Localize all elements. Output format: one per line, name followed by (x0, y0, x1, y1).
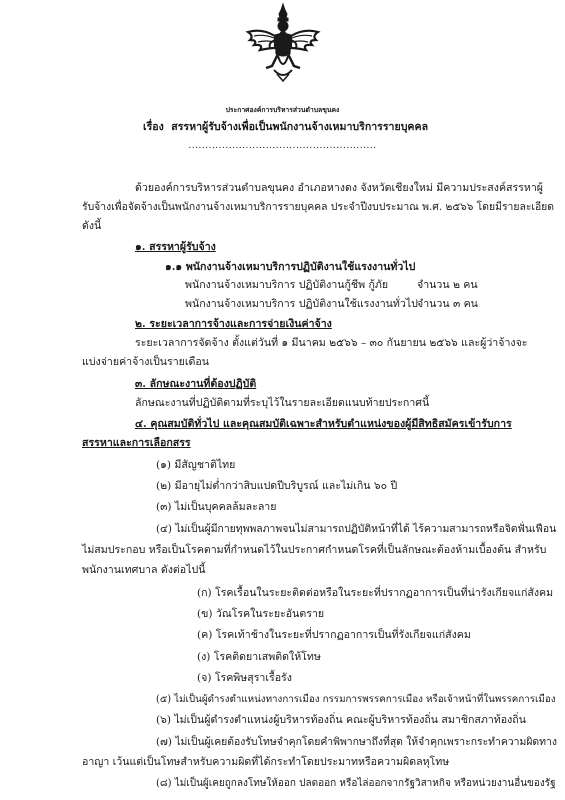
qualification-item-4-line-3: พนักงานเทศบาล ดังต่อไปนี้ (82, 564, 206, 576)
qualification-item-6: (๖) ไม่เป็นผู้ดำรงตำแหน่งผู้บริหารท้องถิ่น คณะผู้บริหารท้องถิ่น สมาชิกสภาท้องถิ่น (156, 714, 526, 726)
disease-item-e: (จ) โรคพิษสุราเรื้อรัง (197, 672, 292, 684)
section2-title: ๒. ระยะเวลาการจ้างและการจ่ายเงินค่าจ้าง (135, 318, 332, 330)
qualification-item-1: (๑) มีสัญชาติไทย (156, 459, 236, 471)
position-2-count: จำนวน ๓ คน (417, 298, 478, 310)
position-2-name: พนักงานจ้างเหมาบริการ ปฏิบัติงานใช้แรงงานทั่วไป (185, 298, 418, 310)
separator-dots: ........................................................ (188, 141, 377, 151)
section1-subtitle: ๑.๑ พนักงานจ้างเหมาบริการปฏิบัติงานใช้แรงงานทั่วไป (165, 261, 416, 273)
section2-line-1: ระยะเวลาการจัดจ้าง ตั้งแต่วันที่ ๑ มีนาคม ๒๕๖๖ – ๓๐ กันยายน ๒๕๖๖ และผู้ว่าจ้างจะ (135, 337, 528, 349)
section3-title: ๓. ลักษณะงานที่ต้องปฏิบัติ (135, 378, 257, 390)
qualification-item-3: (๓) ไม่เป็นบุคคลล้มละลาย (156, 501, 277, 513)
org-title: ประกาศองค์การบริหารส่วนตำบลขุนคง (225, 106, 340, 114)
qualification-item-4-line-1: (๔) ไม่เป็นผู้มีกายทุพพลภาพจนไม่สามารถปฏิบัติหน้าที่ได้ ไร้ความสามารถหรือจิตฟั่นเฟือน (156, 523, 557, 535)
section4-title-2: สรรหาและการเลือกสรร (82, 437, 191, 449)
intro-line-1: ด้วยองค์การบริหารส่วนตำบลขุนคง อำเภอหางดง จังหวัดเชียงใหม่ มีความประสงค์สรรหาผู้ (135, 182, 544, 194)
qualification-item-7-line-2: อาญา เว้นแต่เป็นโทษสำหรับความผิดที่ได้กระทำโดยประมาทหรือความผิดลหุโทษ (82, 756, 450, 768)
disease-item-b: (ข) วัณโรคในระยะอันตราย (197, 608, 325, 620)
subject-text: สรรหาผู้รับจ้างเพื่อเป็นพนักงานจ้างเหมาบริการรายบุคคล (171, 121, 429, 133)
intro-line-2: รับจ้างเพื่อจัดจ้างเป็นพนักงานจ้างเหมาบริการรายบุคคล ประจำปีงบประมาณ พ.ศ. ๒๕๖๖ โดยมีรายละเอียด (82, 201, 555, 213)
position-1-name: พนักงานจ้างเหมาบริการ ปฏิบัติงานกู้ชีพ กู้ภัย (185, 279, 389, 291)
qualification-item-2: (๒) มีอายุไม่ต่ำกว่าสิบแปดปีบริบูรณ์ และไม่เกิน ๖๐ ปี (156, 480, 398, 492)
disease-item-c: (ค) โรคเท้าช้างในระยะที่ปรากฏอาการเป็นที่รังเกียจแก่สังคม (197, 629, 471, 641)
disease-item-d: (ง) โรคติดยาเสพติดให้โทษ (197, 651, 321, 663)
intro-line-3: ดังนี้ (82, 220, 102, 232)
section4-title-1: ๔. คุณสมบัติทั่วไป และคุณสมบัติเฉพาะสำหรับตำแหน่งของผู้มีสิทธิสมัครเข้ารับการ (135, 418, 512, 430)
disease-item-a: (ก) โรคเรื้อนในระยะติดต่อหรือในระยะที่ปรากฏอาการเป็นที่น่ารังเกียจแก่สังคม (197, 587, 554, 599)
qualification-item-5: (๕) ไม่เป็นผู้ดำรงตำแหน่งทางการเมือง กรรมการพรรคการเมือง หรือเจ้าหน้าที่ในพรรคการเมือง (156, 694, 556, 705)
subject-line (143, 121, 428, 134)
qualification-item-8: (๘) ไม่เป็นผู้เคยถูกลงโทษให้ออก ปลดออก หรือไล่ออกจากรัฐวิสาหกิจ หรือหน่วยงานอื่นของรัฐ (156, 778, 556, 789)
subject-label: เรื่อง (143, 121, 164, 133)
section2-line-2: แบ่งจ่ายค่าจ้างเป็นรายเดือน (82, 356, 209, 368)
section1-title: ๑. สรรหาผู้รับจ้าง (135, 241, 216, 253)
position-1-count: จำนวน ๒ คน (417, 279, 478, 291)
qualification-item-7-line-1: (๗) ไม่เป็นผู้เคยต้องรับโทษจำคุกโดยคำพิพากษาถึงที่สุด ให้จำคุกเพราะกระทำความผิดทาง (156, 736, 557, 748)
garuda-emblem (244, 2, 322, 82)
section3-line: ลักษณะงานที่ปฏิบัติตามที่ระบุไว้ในรายละเอียดแนบท้ายประกาศนี้ (135, 397, 430, 409)
qualification-item-4-line-2: ไม่สมประกอบ หรือเป็นโรคตามที่กำหนดไว้ในประกาศกำหนดโรคที่เป็นลักษณะต้องห้ามเบื้องต้น สำหรับ (82, 544, 547, 556)
